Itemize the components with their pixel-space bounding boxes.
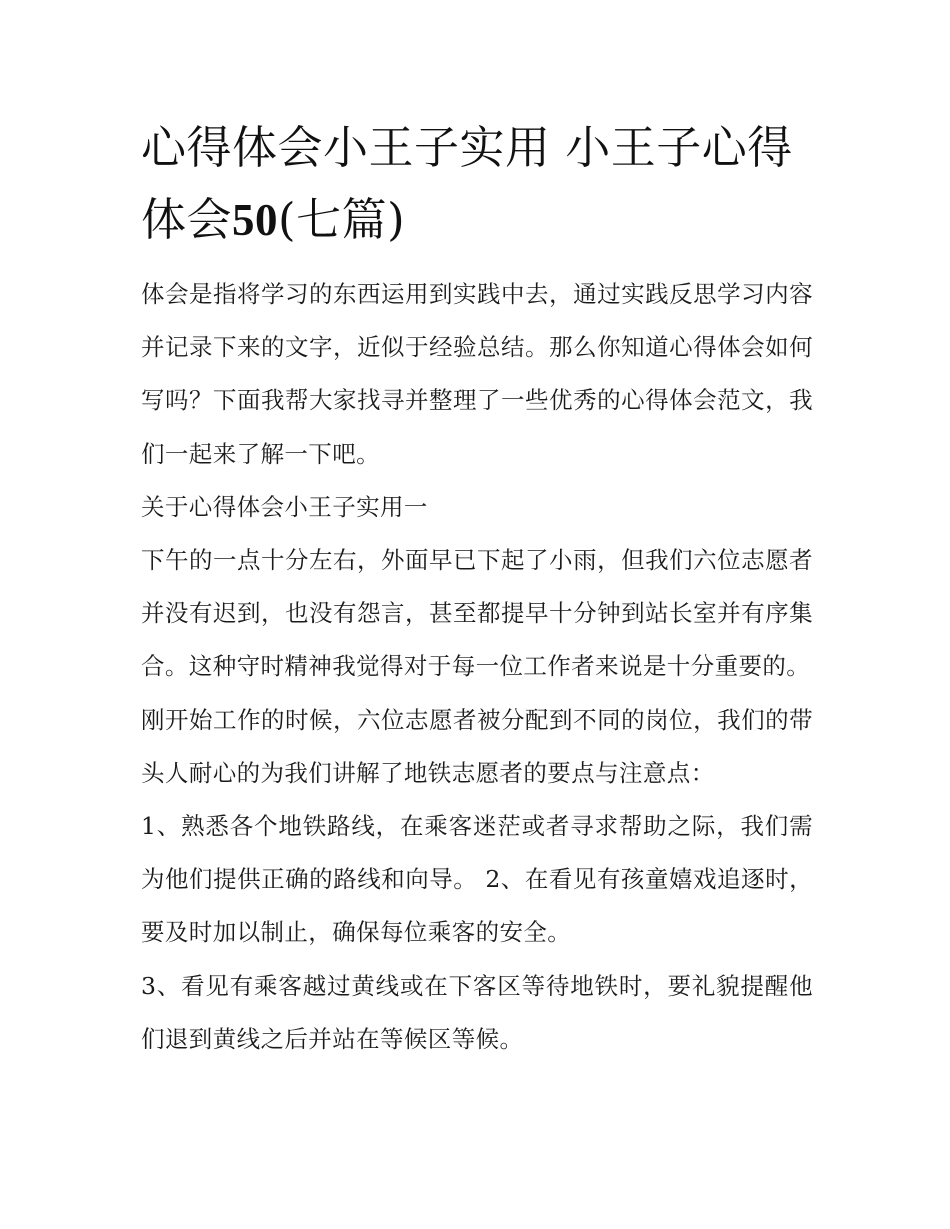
title-suffix: (七篇) [278, 193, 406, 246]
list-paragraph: 1、熟悉各个地铁路线，在乘客迷茫或者寻求帮助之际，我们需为他们提供正确的路线和向导。 2、在看见有孩童嬉戏追逐时，要及时加以制止，确保每位乘客的安全。 [141, 812, 813, 947]
list-paragraph: 3、看见有乘客越过黄线或在下客区等待地铁时，要礼貌提醒他们退到黄线之后并站在等候区等候。 [141, 971, 813, 1053]
section-heading: 关于心得体会小王子实用一 [141, 492, 428, 521]
title-number: 50 [232, 195, 279, 245]
body-paragraph: 下午的一点十分左右，外面早已下起了小雨，但我们六位志愿者并没有迟到，也没有怨言，甚至都提早十分钟到站长室并有序集合。这种守时精神我觉得对于每一位工作者来说是十分重要的。 [141, 546, 813, 681]
intro-paragraph: 体会是指将学习的东西运用到实践中去，通过实践反思学习内容并记录下来的文字，近似于经验总结。那么你知道心得体会如何写吗？下面我帮大家找寻并整理了一些优秀的心得体会范文，我们一起来了解一下吧。 [141, 280, 813, 468]
body-paragraph: 刚开始工作的时候，六位志愿者被分配到不同的岗位，我们的带头人耐心的为我们讲解了地铁志愿者的要点与注意点： [141, 705, 813, 787]
document-title [141, 112, 813, 256]
document-body [141, 112, 813, 1066]
title-text: 心得体会小王子实用 小王子心得体会 [141, 121, 793, 246]
